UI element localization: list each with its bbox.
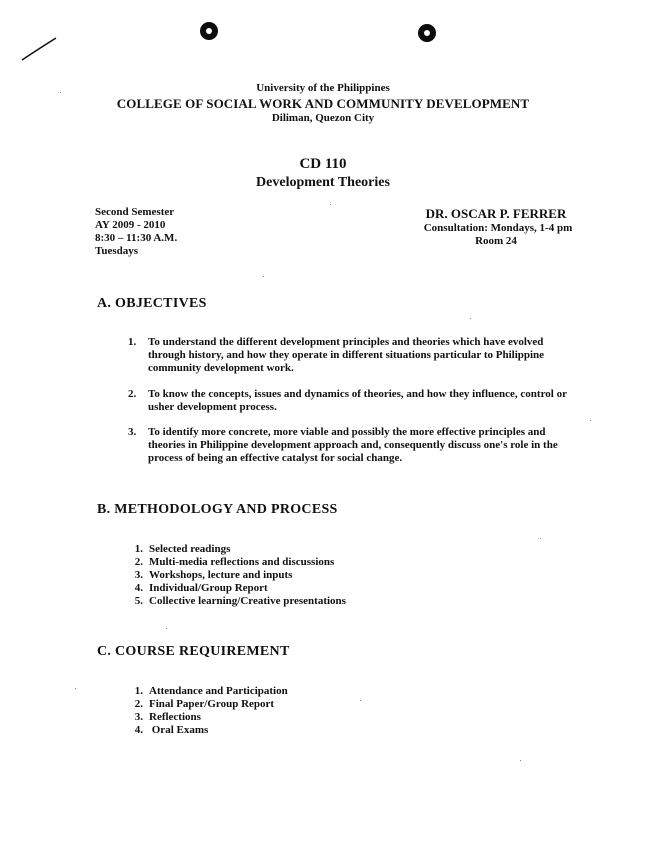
- list-item: 3. Workshops, lecture and inputs: [134, 569, 293, 581]
- class-day: Tuesdays: [95, 245, 139, 257]
- scan-speck: [590, 420, 591, 421]
- objectives-heading: A. OBJECTIVES: [97, 296, 207, 311]
- semester: Second Semester: [95, 206, 175, 218]
- list-item: 3. Reflections: [134, 711, 201, 723]
- requirements-heading: C. COURSE REQUIREMENT: [97, 644, 290, 659]
- campus-location: Diliman, Quezon City: [271, 112, 375, 124]
- course-code: CD 110: [299, 156, 347, 172]
- punch-hole-right: [418, 24, 436, 42]
- scan-speck: [166, 628, 167, 629]
- list-item: 5. Collective learning/Creative presentations: [134, 595, 346, 607]
- objective-item: 1. To understand the different development principles and theories which have evolved through history, and how they operate in different situations particular to Philippine community development work.: [128, 336, 545, 374]
- objective-item: 3. To identify more concrete, more viable and possibly the more effective principles and theories in Philippine development approach and, consequently discuss one's role in the process of being an effective catalyst for social change.: [128, 426, 558, 464]
- list-item: 2. Final Paper/Group Report: [134, 698, 275, 710]
- schedule-block: [95, 206, 177, 258]
- list-item: 1. Selected readings: [134, 543, 231, 555]
- university-name: University of the Philippines: [256, 82, 390, 94]
- scan-speck: [540, 538, 541, 539]
- instructor-block: [416, 206, 576, 248]
- scan-speck: [60, 92, 61, 93]
- course-title: Development Theories: [256, 175, 390, 190]
- instructor-name: DR. OSCAR P. FERRER: [425, 206, 567, 221]
- consultation-hours: Consultation: Mondays, 1-4 pm: [423, 222, 573, 234]
- scan-speck: [470, 318, 471, 319]
- punch-hole-left: [200, 22, 218, 40]
- academic-year: AY 2009 - 2010: [95, 219, 166, 231]
- scan-speck: [263, 276, 264, 277]
- room: Room 24: [475, 235, 517, 247]
- list-item: 2. Multi-media reflections and discussions: [134, 556, 335, 568]
- requirements-list: [134, 685, 288, 737]
- scan-speck: [520, 760, 521, 761]
- college-name: COLLEGE OF SOCIAL WORK AND COMMUNITY DEVELOPMENT: [116, 96, 530, 111]
- scan-speck: [330, 204, 331, 205]
- list-item: 4. Oral Exams: [134, 724, 209, 736]
- pen-mark: [20, 36, 60, 62]
- methodology-heading: B. METHODOLOGY AND PROCESS: [97, 502, 338, 517]
- list-item: 1. Attendance and Participation: [134, 685, 288, 697]
- list-item: 4. Individual/Group Report: [134, 582, 268, 594]
- class-time: 8:30 – 11:30 A.M.: [95, 232, 178, 244]
- scan-speck: [360, 700, 361, 701]
- objective-item: 2. To know the concepts, issues and dynamics of theories, and how they influence, control or usher development process.: [128, 388, 567, 413]
- scan-speck: [75, 688, 76, 689]
- methodology-list: [134, 543, 346, 608]
